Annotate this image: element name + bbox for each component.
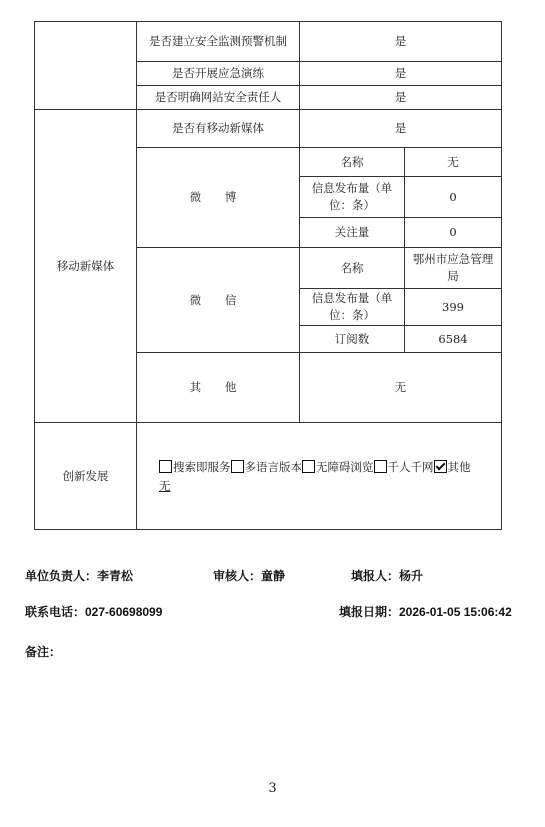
- checkbox-checked-icon[interactable]: [434, 460, 447, 473]
- innovation-option-label: 无障碍浏览: [316, 459, 374, 474]
- innovation-option-label: 千人千网: [387, 459, 434, 474]
- weixin-subs-value: 6584: [405, 326, 502, 353]
- weibo-name-label: 名称: [300, 148, 405, 177]
- checkbox-icon[interactable]: [231, 460, 244, 473]
- weixin-name-value: 鄂州市应急管理局: [405, 248, 502, 289]
- weibo-posts-label: 信息发布量（单位：条）: [300, 177, 405, 218]
- responsible-label: 是否明确网站安全责任人: [137, 86, 300, 110]
- innovation-label: 创新发展: [35, 423, 137, 530]
- innovation-option-label: 搜索即服务: [173, 459, 231, 474]
- page-number: 3: [268, 781, 277, 796]
- blank-section-cell: [35, 22, 137, 110]
- contact-phone: 联系电话：027-60698099: [25, 605, 163, 619]
- innovation-options-cell: [137, 423, 502, 530]
- innovation-option-label: 其他: [447, 459, 471, 474]
- report-table: [34, 21, 502, 530]
- weixin-name-label: 名称: [300, 248, 405, 289]
- weibo-posts-value: 0: [405, 177, 502, 218]
- responsible-value: 是: [300, 86, 502, 110]
- weixin-posts-label: 信息发布量（单位：条）: [300, 289, 405, 326]
- drill-label: 是否开展应急演练: [137, 62, 300, 86]
- weibo-follow-label: 关注量: [300, 218, 405, 248]
- weixin-posts-value: 399: [405, 289, 502, 326]
- weixin-subs-label: 订阅数: [300, 326, 405, 353]
- has-mobile-label: 是否有移动新媒体: [137, 110, 300, 148]
- checkbox-icon[interactable]: [159, 460, 172, 473]
- warning-label: 是否建立安全监测预警机制: [137, 22, 300, 62]
- other-value: 无: [300, 353, 502, 423]
- drill-value: 是: [300, 62, 502, 86]
- checkbox-icon[interactable]: [302, 460, 315, 473]
- innovation-checkbox-row: [159, 458, 497, 476]
- reviewer: 审核人：童静: [213, 569, 286, 583]
- mobile-section-label: 移动新媒体: [35, 110, 137, 423]
- checkbox-icon[interactable]: [374, 460, 387, 473]
- fill-date: 填报日期：2026-01-05 15:06:42: [339, 605, 512, 619]
- weibo-name-value: 无: [405, 148, 502, 177]
- weixin-label: 微 信: [137, 248, 300, 353]
- weibo-follow-value: 0: [405, 218, 502, 248]
- innovation-other-value: 无: [159, 478, 171, 493]
- remark-label: 备注：: [25, 645, 62, 659]
- unit-head: 单位负责人：李青松: [25, 569, 134, 583]
- other-label: 其 他: [137, 353, 300, 423]
- filler: 填报人：杨升: [351, 569, 424, 583]
- innovation-option-label: 多语言版本: [244, 459, 302, 474]
- warning-value: 是: [300, 22, 502, 62]
- weibo-label: 微 博: [137, 148, 300, 248]
- has-mobile-value: 是: [300, 110, 502, 148]
